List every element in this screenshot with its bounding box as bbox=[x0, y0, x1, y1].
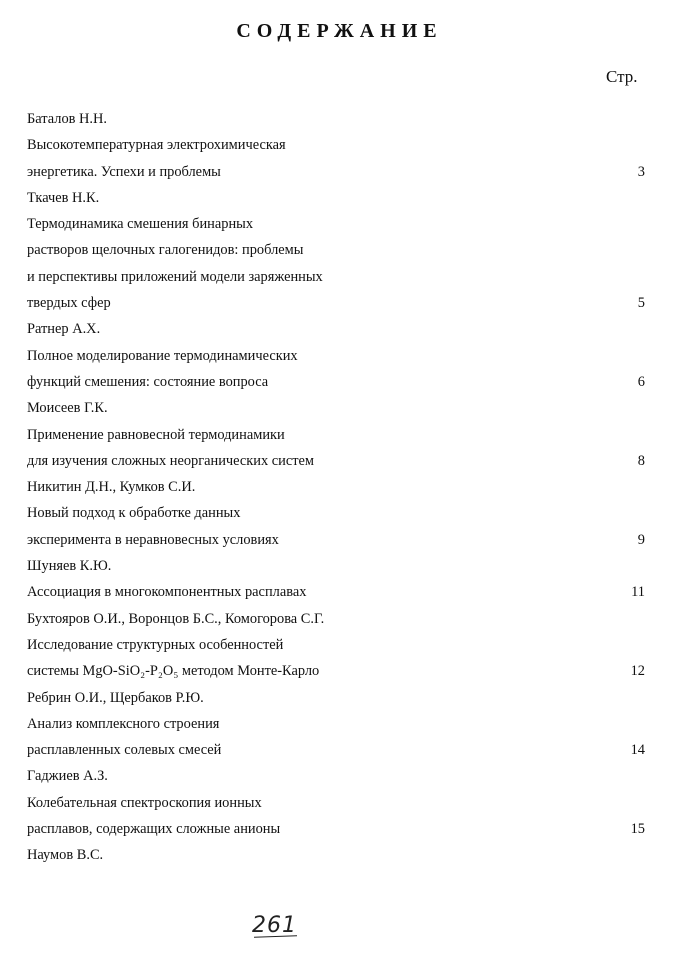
toc-line-text: Ребрин О.И., Щербаков Р.Ю. bbox=[27, 689, 204, 706]
toc-line-text: Никитин Д.Н., Кумков С.И. bbox=[27, 479, 196, 496]
toc-line-text: Гаджиев А.З. bbox=[27, 768, 108, 785]
toc-line-text: функций смешения: состояние вопроса bbox=[27, 373, 269, 390]
toc-line-text: Исследование структурных особенностей bbox=[27, 636, 284, 653]
toc-line bbox=[27, 159, 651, 185]
toc-line-text: Полное моделирование термодинамических bbox=[27, 347, 298, 364]
toc-line bbox=[27, 395, 651, 421]
toc-page-number: 9 bbox=[637, 531, 645, 548]
toc-line bbox=[27, 816, 651, 842]
page-title: СОДЕРЖАНИЕ bbox=[236, 20, 443, 42]
toc-line-text: Наумов В.С. bbox=[27, 847, 104, 864]
toc-line-text: Колебательная спектроскопия ионных bbox=[27, 794, 262, 811]
toc-line-text: расплавов, содержащих сложные анионы bbox=[27, 821, 281, 838]
toc-line-text: Бухтояров О.И., Воронцов Б.С., Комогорова С.Г. bbox=[27, 610, 325, 627]
toc-line bbox=[27, 185, 651, 211]
toc-line-text: Ратнер А.Х. bbox=[27, 321, 101, 338]
toc-line bbox=[27, 369, 651, 395]
toc-line bbox=[27, 685, 651, 711]
toc-line-text: расплавленных солевых смесей bbox=[27, 742, 222, 759]
toc-line-text: системы MgO-SiO₂-P₂O₅ методом Монте-Карло bbox=[27, 663, 320, 680]
toc-line bbox=[27, 842, 651, 868]
toc-line-text: растворов щелочных галогенидов: проблемы bbox=[27, 242, 304, 259]
toc-line bbox=[27, 553, 651, 579]
toc-line bbox=[27, 474, 651, 500]
toc-line bbox=[27, 527, 651, 553]
toc-page-number: 8 bbox=[637, 452, 645, 469]
toc-line-text: Баталов Н.Н. bbox=[27, 111, 108, 127]
toc-page-number: 15 bbox=[630, 821, 645, 838]
toc-page-number: 6 bbox=[637, 373, 645, 390]
toc-line-text: твердых сфер bbox=[27, 295, 111, 312]
toc-line-text: энергетика. Успехи и проблемы bbox=[27, 163, 221, 180]
toc-line-text: Ассоциация в многокомпонентных расплавах bbox=[27, 584, 307, 601]
toc-page-number: 5 bbox=[637, 295, 645, 312]
toc-line bbox=[27, 290, 651, 316]
handwritten-page-number: 261 bbox=[252, 913, 297, 938]
toc-line bbox=[27, 106, 651, 132]
toc-line bbox=[27, 579, 651, 605]
toc-line-text: Применение равновесной термодинамики bbox=[27, 426, 285, 443]
toc-line bbox=[27, 448, 651, 474]
toc-line bbox=[27, 658, 651, 684]
toc-page-number: 14 bbox=[630, 742, 645, 759]
page-column-header: Стр. bbox=[606, 67, 638, 86]
toc-line bbox=[27, 264, 651, 290]
toc-line-text: Высокотемпературная электрохимическая bbox=[27, 137, 286, 154]
toc-line bbox=[27, 632, 651, 658]
toc-page-number: 11 bbox=[631, 584, 645, 601]
toc-line-text: эксперимента в неравновесных условиях bbox=[27, 531, 279, 548]
toc-line bbox=[27, 316, 651, 342]
toc-line bbox=[27, 606, 651, 632]
toc-line bbox=[27, 211, 651, 237]
toc-line-text: Моисеев Г.К. bbox=[27, 400, 108, 417]
toc-line bbox=[27, 237, 651, 263]
toc-line bbox=[27, 790, 651, 816]
toc-line-text: Ткачев Н.К. bbox=[27, 189, 100, 206]
toc-line bbox=[27, 500, 651, 526]
toc-line bbox=[27, 763, 651, 789]
toc-line bbox=[27, 132, 651, 158]
toc-line-text: и перспективы приложений модели заряженных bbox=[27, 268, 323, 285]
toc-line bbox=[27, 737, 651, 763]
toc-page-number: 12 bbox=[630, 663, 645, 680]
toc-line bbox=[27, 343, 651, 369]
toc-line-text: Термодинамика смешения бинарных bbox=[27, 216, 254, 233]
toc-line-text: Анализ комплексного строения bbox=[27, 715, 220, 732]
toc-line bbox=[27, 711, 651, 737]
toc-line bbox=[27, 422, 651, 448]
table-of-contents bbox=[27, 106, 651, 869]
toc-page-number: 3 bbox=[637, 163, 645, 180]
toc-line-text: для изучения сложных неорганических систем bbox=[27, 452, 315, 469]
toc-line-text: Новый подход к обработке данных bbox=[27, 505, 241, 522]
toc-line-text: Шуняев К.Ю. bbox=[27, 558, 112, 575]
